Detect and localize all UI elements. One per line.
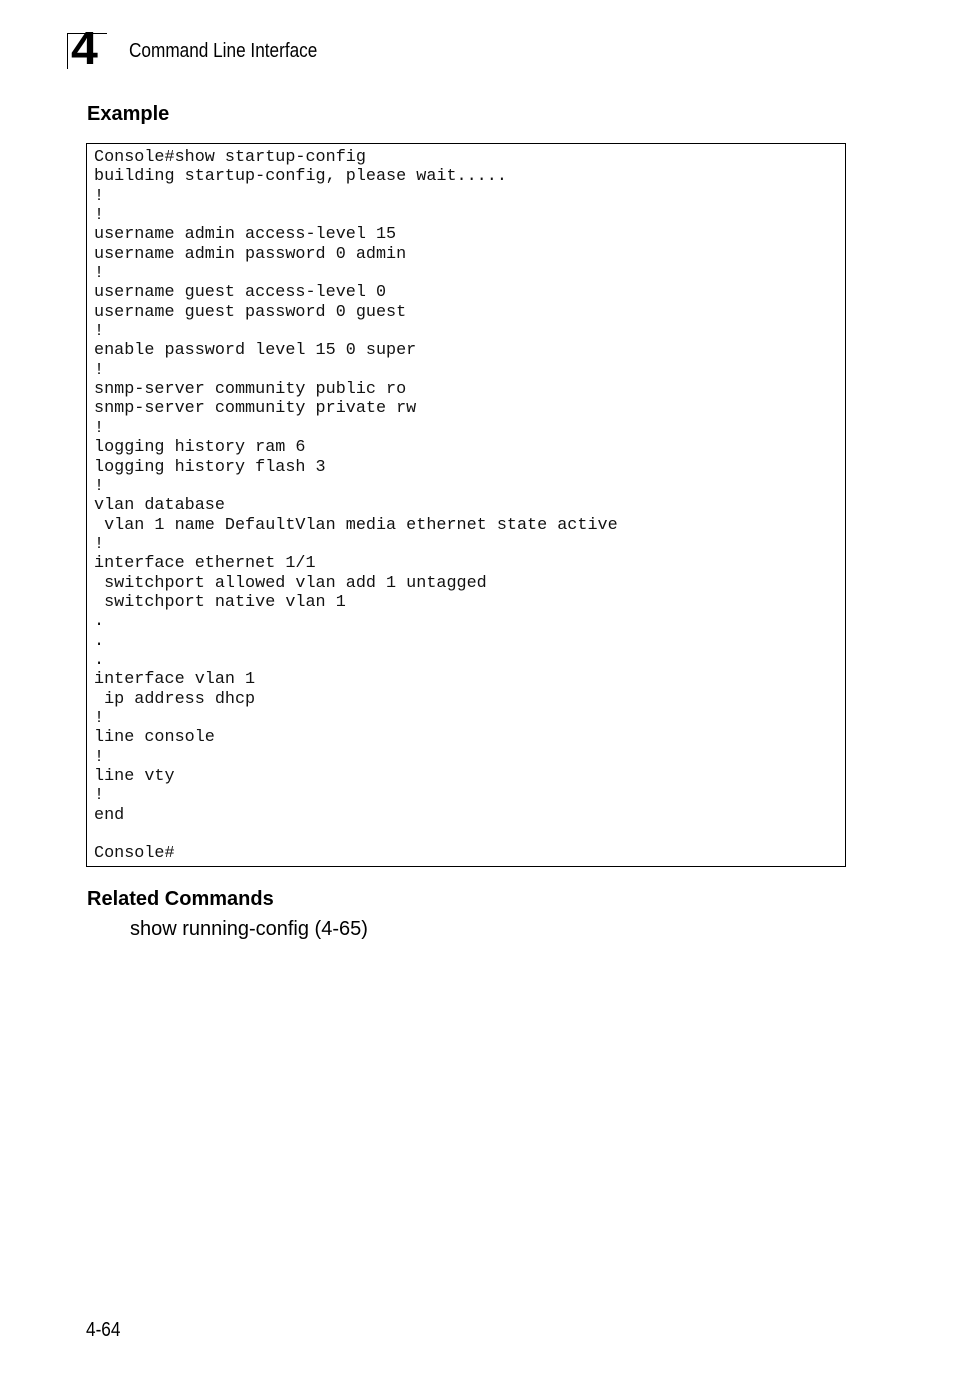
code-line: snmp-server community public ro <box>94 380 407 400</box>
code-line: logging history flash 3 <box>94 457 326 477</box>
code-line: vlan 1 name DefaultVlan media ethernet state active <box>94 515 618 535</box>
code-line: ! <box>94 264 105 284</box>
code-line: username guest access-level 0 <box>94 283 387 303</box>
code-example-box <box>86 143 846 867</box>
code-line: interface ethernet 1/1 <box>94 554 316 574</box>
code-line: switchport native vlan 1 <box>94 592 346 612</box>
code-line: switchport allowed vlan add 1 untagged <box>94 573 487 593</box>
code-line: ! <box>94 476 105 496</box>
code-line: ! <box>94 360 105 380</box>
code-line: username guest password 0 guest <box>94 302 407 322</box>
related-commands-heading: Related Commands <box>87 888 274 910</box>
code-line: interface vlan 1 <box>94 670 256 690</box>
running-header-title: Command Line Interface <box>129 40 318 62</box>
code-line: vlan database <box>94 496 225 516</box>
code-line: building startup-config, please wait..... <box>94 167 507 187</box>
code-line: ! <box>94 747 105 767</box>
page-number: 4-64 <box>86 1319 121 1341</box>
code-line: end <box>94 805 125 825</box>
code-line: Console#show startup-config <box>94 148 366 167</box>
code-line: ! <box>94 418 105 438</box>
code-example-text <box>94 148 618 864</box>
code-line: line vty <box>94 767 175 786</box>
related-command-link[interactable]: show running-config (4-65) <box>130 918 368 940</box>
code-line: ! <box>94 322 105 342</box>
code-line: ! <box>94 206 105 226</box>
code-line: . <box>94 650 105 670</box>
chapter-number: 4 <box>71 22 97 74</box>
code-line: enable password level 15 0 super <box>94 341 417 361</box>
code-line: ip address dhcp <box>94 689 256 709</box>
code-line: logging history ram 6 <box>94 438 306 458</box>
code-line: Console# <box>94 844 175 864</box>
code-line: ! <box>94 534 105 554</box>
code-line: snmp-server community private rw <box>94 399 417 419</box>
code-line: . <box>94 631 105 651</box>
chapter-marker <box>67 22 107 74</box>
code-line: username admin access-level 15 <box>94 225 397 245</box>
code-line: ! <box>94 786 105 806</box>
code-line: ! <box>94 708 105 728</box>
code-line: username admin password 0 admin <box>94 244 407 264</box>
code-line: ! <box>94 186 105 206</box>
example-heading: Example <box>87 103 170 125</box>
code-line: . <box>94 612 105 632</box>
code-line: line console <box>94 728 215 748</box>
